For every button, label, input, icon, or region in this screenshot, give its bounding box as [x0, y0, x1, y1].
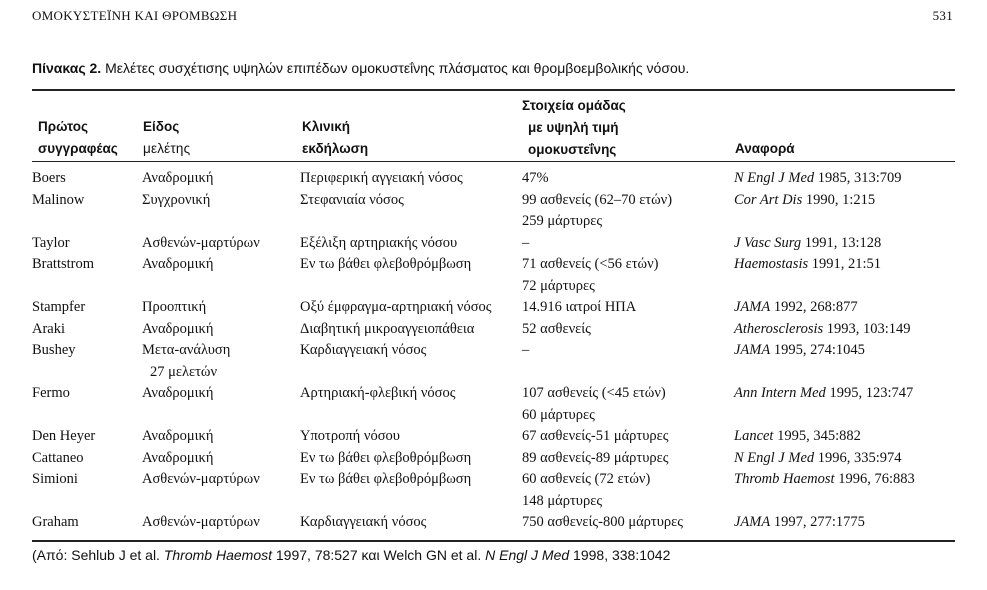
reference-journal: Thromb Haemost [734, 471, 835, 487]
cell-study-type: Αναδρομική [142, 385, 214, 401]
table-row [32, 319, 955, 341]
cell-manifestation: Στεφανιαία νόσος [300, 191, 404, 208]
cell-author: Graham [32, 514, 79, 530]
table-footnote: (Από: Sehlub J et al. Thromb Haemost 1997, 78:527 και Welch GN et al. N Engl J Med 1998, 338:1042 [32, 547, 671, 563]
cell-reference: J Vasc Surg 1991, 13:128 [734, 234, 882, 251]
reference-journal: N Engl J Med [734, 449, 815, 466]
table-row [32, 426, 955, 448]
cell-reference: Atherosclerosis 1993, 103:149 [734, 320, 911, 337]
cell-study-type: Ασθενών-μαρτύρων [142, 514, 260, 530]
cell-study-type: Συγχρονική [142, 191, 211, 208]
table-header-rule [32, 161, 955, 162]
reference-journal: Haemostasis [734, 256, 809, 272]
cell-study-type: Αναδρομική [142, 170, 214, 186]
cell-author: Brattstrom [32, 256, 95, 272]
cell-manifestation: Εν τω βάθει φλεβοθρόμβωση [300, 471, 472, 487]
cell-study-type: Ασθενών-μαρτύρων [142, 471, 260, 487]
cell-study-type: Προοπτική [142, 299, 207, 315]
cell-study-type: Αναδρομική [142, 256, 214, 272]
cell-reference: JAMA 1995, 274:1045 [734, 342, 865, 358]
cell-author: Cattaneo [32, 449, 84, 466]
cell-author: Boers [32, 170, 66, 186]
cell-group: 47% [522, 170, 549, 186]
header-group: Στοιχεία ομάδας με υψηλή τιμή ομοκυστεΐνης [522, 98, 626, 157]
reference-journal: N Engl J Med [734, 170, 815, 186]
cell-study-type: Αναδρομική [142, 428, 214, 444]
reference-journal: Atherosclerosis [734, 320, 824, 337]
running-head [32, 8, 953, 24]
reference-journal: JAMA [734, 299, 771, 315]
cell-manifestation: Καρδιαγγειακή νόσος [300, 342, 427, 358]
header-reference: Αναφορά [735, 141, 795, 156]
table-label: Πίνακας 2. [32, 60, 102, 76]
cell-reference: JAMA 1992, 268:877 [734, 299, 858, 315]
reference-journal: J Vasc Surg [734, 234, 802, 251]
header-study-type: Είδος μελέτης [143, 119, 191, 156]
cell-manifestation: Καρδιαγγειακή νόσος [300, 514, 427, 530]
cell-author: Den Heyer [32, 428, 96, 444]
footnote-journal-2: N Engl J Med [485, 547, 570, 563]
cell-manifestation: Υποτροπή νόσου [300, 428, 400, 444]
cell-reference: Lancet 1995, 345:882 [734, 428, 861, 444]
cell-manifestation: Εν τω βάθει φλεβοθρόμβωση [300, 256, 472, 272]
cell-reference: N Engl J Med 1996, 335:974 [734, 449, 902, 466]
reference-journal: JAMA [734, 342, 771, 358]
table-caption-text: Μελέτες συσχέτισης υψηλών επιπέδων ομοκυστεΐνης πλάσματος και θρομβοεμβολικής νόσου. [105, 60, 690, 76]
cell-group: 52 ασθενείς [522, 320, 591, 337]
table-bottom-rule [32, 540, 955, 542]
cell-reference: JAMA 1997, 277:1775 [734, 514, 865, 530]
cell-group: – [522, 234, 530, 251]
cell-author: Fermo [32, 385, 70, 401]
reference-journal: Ann Intern Med [734, 385, 826, 401]
cell-author: Bushey [32, 342, 76, 358]
cell-group: 107 ασθενείς (<45 ετών) 60 μάρτυρες [522, 385, 666, 423]
cell-reference: N Engl J Med 1985, 313:709 [734, 170, 902, 186]
cell-author: Araki [32, 320, 66, 337]
table-row [32, 340, 955, 383]
table-caption [32, 60, 955, 76]
cell-group: 14.916 ιατροί ΗΠΑ [522, 299, 637, 315]
table-row [32, 254, 955, 297]
table-row [32, 190, 955, 233]
cell-author: Taylor [32, 234, 70, 251]
studies-table [32, 168, 955, 534]
header-author: Πρώτος συγγραφέας [38, 119, 118, 156]
cell-group: 60 ασθενείς (72 ετών) 148 μάρτυρες [522, 471, 651, 509]
running-head-title: ΟΜΟΚΥΣΤΕΪΝΗ ΚΑΙ ΘΡΟΜΒΩΣΗ [32, 8, 238, 23]
cell-group: 750 ασθενείς-800 μάρτυρες [522, 514, 683, 530]
table-row [32, 512, 955, 534]
table-row [32, 383, 955, 426]
cell-study-type: Αναδρομική [142, 449, 214, 466]
cell-study-type: Μετα-ανάλυση 27 μελετών [142, 342, 231, 380]
table-row [32, 233, 955, 255]
cell-study-type: Αναδρομική [142, 320, 214, 337]
cell-author: Malinow [32, 191, 85, 208]
cell-study-type: Ασθενών-μαρτύρων [142, 234, 260, 251]
cell-reference: Ann Intern Med 1995, 123:747 [734, 385, 914, 401]
cell-manifestation: Διαβητική μικροαγγειοπάθεια [300, 320, 475, 337]
cell-manifestation: Εν τω βάθει φλεβοθρόμβωση [300, 449, 472, 466]
header-manifestation: Κλινική εκδήλωση [302, 119, 369, 156]
cell-reference: Haemostasis 1991, 21:51 [734, 256, 882, 272]
cell-reference: Cor Art Dis 1990, 1:215 [734, 191, 876, 208]
table-row [32, 297, 955, 319]
cell-reference: Thromb Haemost 1996, 76:883 [734, 471, 915, 487]
cell-author: Simioni [32, 471, 78, 487]
reference-journal: Cor Art Dis [734, 191, 803, 208]
footnote-journal-1: Thromb Haemost [163, 547, 272, 563]
cell-manifestation: Περιφερική αγγειακή νόσος [300, 170, 463, 186]
table-row [32, 168, 955, 190]
reference-journal: Lancet [734, 428, 774, 444]
table-row [32, 469, 955, 512]
table-top-rule [32, 89, 955, 91]
cell-group: – [522, 342, 530, 358]
cell-group: 89 ασθενείς-89 μάρτυρες [522, 449, 669, 466]
reference-journal: JAMA [734, 514, 771, 530]
cell-author: Stampfer [32, 299, 86, 315]
page-number: 531 [932, 8, 953, 23]
cell-manifestation: Εξέλιξη αρτηριακής νόσου [300, 234, 458, 251]
cell-group: 67 ασθενείς-51 μάρτυρες [522, 428, 669, 444]
cell-group: 99 ασθενείς (62–70 ετών) 259 μάρτυρες [522, 191, 673, 229]
cell-manifestation: Οξύ έμφραγμα-αρτηριακή νόσος [300, 299, 492, 315]
table-row [32, 448, 955, 470]
cell-manifestation: Αρτηριακή-φλεβική νόσος [300, 385, 456, 401]
cell-group: 71 ασθενείς (<56 ετών) 72 μάρτυρες [522, 256, 659, 294]
